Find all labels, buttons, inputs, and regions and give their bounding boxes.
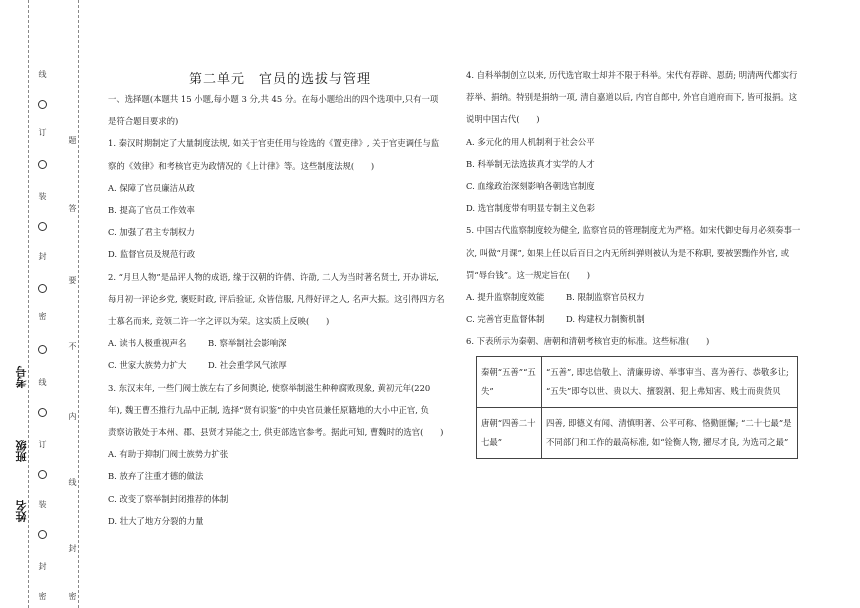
option-row — [108, 354, 458, 376]
notice-char: 题 — [68, 136, 77, 144]
table-value-cell: “五善”, 即忠信敬上、清廉毋谤、举事审当、喜为善行、恭敬多让; “五失”即夸以世、贵以大、擅裂割、犯上弗知害、贱士而贵货贝 — [542, 357, 798, 408]
right-column — [466, 64, 816, 353]
seal-char: 密 — [38, 592, 47, 600]
option-line: B. 放弃了注重才德的做法 — [108, 471, 204, 482]
notice-char: 不 — [68, 342, 77, 350]
option-line: D. 监督官员及规范行政 — [108, 249, 196, 260]
option-line: C. 加强了君主专制权力 — [108, 227, 195, 238]
text-line: 5. 中国古代监察制度较为健全, 监察官员的管理制度尤为严格。如宋代御史每月必须奏事一 — [466, 225, 801, 236]
page-title: 第二单元 官员的选拔与管理 — [188, 72, 371, 87]
binding-margin — [0, 0, 78, 608]
option: C. 完善官吏监督体制 — [466, 314, 545, 325]
seal-char: 订 — [38, 128, 47, 136]
option: D. 构建权力制衡机制 — [566, 314, 645, 325]
text-line: 士慕名而来, 竞领二许一字之评以为荣。这实质上反映( ) — [108, 316, 330, 327]
option-line: A. 有助于抑制门阀士族势力扩张 — [108, 449, 229, 460]
seal-char: 封 — [38, 252, 47, 260]
option-line: A. 多元化的用人机制利于社会公平 — [466, 136, 595, 147]
option-line: C. 血缘政治深刻影响各朝选官制度 — [466, 181, 595, 192]
seal-char: 封 — [38, 562, 47, 570]
text-line: 6. 下表所示为秦朝、唐朝和清朝考核官吏的标准。这些标准( ) — [466, 336, 710, 347]
notice-char: 答 — [68, 204, 77, 212]
option-line: C. 改变了察举制封闭推荐的体制 — [108, 493, 229, 504]
text-line: 1. 秦汉时期制定了大量制度法规, 如关于官吏任用与铨选的《置吏律》, 关于官吏调任与监 — [108, 138, 440, 149]
table-row — [477, 408, 798, 459]
left-column — [108, 88, 458, 532]
exam-number-label: 考号 — [15, 366, 28, 388]
option-line: D. 选官制度带有明显专制主义色彩 — [466, 203, 595, 214]
seal-char: 线 — [38, 70, 47, 78]
text-line: 每月初一评论乡党, 褒贬时政, 评后验证, 众皆信服, 凡得好评之人, 名声大振。这引得四方名 — [108, 293, 445, 304]
seal-circle — [38, 284, 47, 293]
seal-circle — [38, 530, 47, 539]
option: D. 社会重学风气浓厚 — [208, 360, 287, 371]
table-row — [477, 357, 798, 408]
text-line: 3. 东汉末年, 一些门阀士族左右了乡间舆论, 使察举制滋生种种腐败现象, 黄初元年(220 — [108, 382, 431, 393]
text-line: 4. 自科举制创立以来, 历代选官取士却并不限于科举。宋代有荐辟、恩荫; 明清两代都实行 — [466, 70, 798, 80]
option: C. 世家大族势力扩大 — [108, 360, 187, 371]
option-row — [466, 286, 816, 308]
seal-char: 装 — [38, 192, 47, 200]
option-line: D. 壮大了地方分裂的力量 — [108, 515, 204, 526]
option-line: B. 科举制无法选拔真才实学的人才 — [466, 158, 595, 169]
notice-char: 线 — [68, 478, 77, 486]
option-row — [108, 332, 458, 354]
text-line: 责察访散处于本州、郡、县贤才异能之士, 供吏部选官参考。据此可知, 曹魏时的选官( ) — [108, 427, 444, 438]
class-label: 班级 — [15, 440, 28, 462]
text-line: 是符合题目要求的) — [108, 116, 179, 127]
text-line: 说明中国古代( ) — [466, 114, 540, 125]
seal-line-inner — [78, 0, 79, 608]
text-line: 罚“辱台钱”。这一规定旨在( ) — [466, 269, 590, 280]
text-line: 一、选择题(本题共 15 小题,每小题 3 分,共 45 分。在每小题给出的四个选项中,只有一项 — [108, 94, 439, 104]
table-key-cell: 秦朝“五善”“五失” — [477, 357, 542, 408]
name-label: 姓名 — [15, 500, 28, 522]
option-line: A. 保障了官员廉洁从政 — [108, 182, 195, 193]
option: A. 读书人极重视声名 — [108, 338, 187, 349]
notice-char: 封 — [68, 544, 77, 552]
comparison-table — [476, 356, 798, 459]
table-key-cell: 唐朝“四善二十七最” — [477, 408, 542, 459]
text-line: 荐举、捐纳。特别是捐纳一项, 清自嘉道以后, 内官自郎中, 外官自道府而下, 皆可报捐。这 — [466, 92, 798, 103]
seal-circle — [38, 408, 47, 417]
seal-circle — [38, 345, 47, 354]
notice-char: 要 — [68, 276, 77, 284]
seal-char: 线 — [38, 378, 47, 386]
notice-char: 内 — [68, 412, 77, 420]
text-line: 2. “月旦人物”是品评人物的成语, 缘于汉朝的许倩、许劭, 二人为当时著名贤士, 开办讲坛, — [108, 271, 439, 282]
option: B. 限制监察官员权力 — [566, 292, 645, 303]
table-value-cell: 四善, 即德义有闻、清慎明著、公平可称、恪勤匪懈; “二十七最”是不同部门和工作的最高标准, 如“铨衡人物, 擢尽才良, 为选司之最” — [542, 408, 798, 459]
text-line: 次, 叫做“月课”, 如果上任以后百日之内无所纠弹则被认为是不称职, 要被罢黜作外官, 或 — [466, 247, 789, 258]
seal-char: 密 — [38, 312, 47, 320]
option: A. 提升监察制度效能 — [466, 292, 545, 303]
text-line: 年), 魏王曹丕推行九品中正制, 选择“贤有识鉴”的中央官员兼任原籍地的大小中正官, 负 — [108, 404, 429, 415]
option-row — [466, 308, 816, 330]
text-line: 察的《效律》和考核官吏为政情况的《上计律》等。这些制度法规( ) — [108, 160, 375, 171]
seal-circle — [38, 160, 47, 169]
notice-char: 密 — [68, 592, 77, 600]
seal-char: 订 — [38, 440, 47, 448]
option: B. 察举制社会影响深 — [208, 338, 287, 349]
seal-circle — [38, 222, 47, 231]
seal-circle — [38, 100, 47, 109]
option-line: B. 提高了官员工作效率 — [108, 205, 195, 216]
seal-char: 装 — [38, 500, 47, 508]
seal-circle — [38, 470, 47, 479]
